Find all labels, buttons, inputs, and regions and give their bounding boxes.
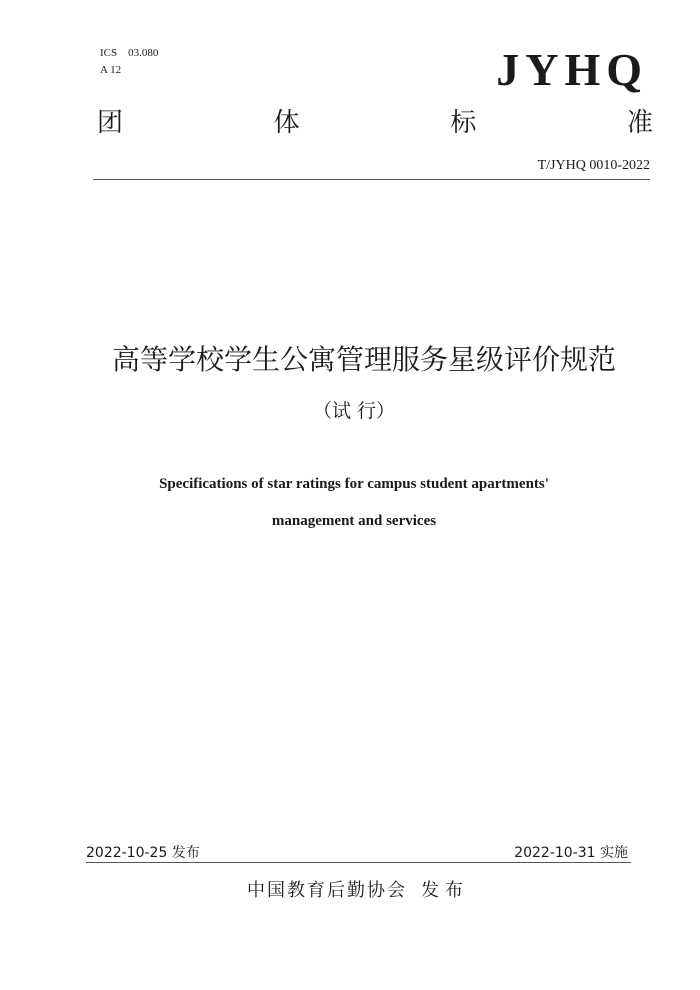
classification-code: A 12 [100, 64, 122, 76]
trial-label: （试 行） [312, 400, 396, 422]
heading-char: 团 [97, 108, 124, 138]
footer-divider [86, 862, 631, 863]
heading-char: 体 [273, 108, 300, 138]
jyhq-logo: JYHQ [496, 44, 648, 95]
document-title-zh: 高等学校学生公寓管理服务星级评价规范 [111, 343, 616, 376]
release-date: 2022-10-25 发布 [86, 845, 200, 861]
document-title-en-line1: Specifications of star ratings for campus student apartments' [159, 476, 549, 492]
publisher-line [0, 876, 700, 902]
standard-type-heading [97, 106, 653, 140]
issue-label: 发布 [421, 880, 469, 901]
heading-char: 准 [626, 108, 653, 138]
publisher-name: 中国教育后勤协会 [247, 880, 407, 901]
effective-date: 2022-10-31 实施 [514, 845, 628, 861]
heading-char: 标 [450, 108, 477, 138]
document-title-en-line2: management and services [271, 513, 437, 529]
ics-code: ICS 03.080 [100, 47, 159, 59]
header-divider [93, 179, 650, 180]
document-number: T/JYHQ 0010-2022 [537, 158, 650, 173]
